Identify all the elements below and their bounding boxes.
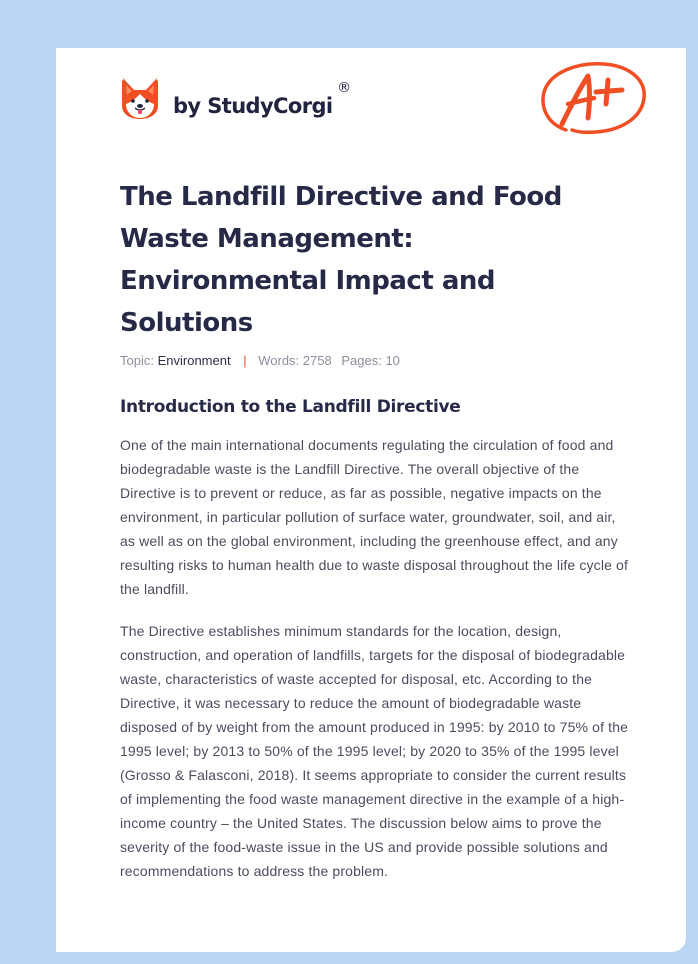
words-count: 2758 bbox=[302, 353, 332, 368]
pages-label: Pages: bbox=[341, 353, 382, 368]
corgi-icon bbox=[120, 76, 160, 120]
document-title: The Landfill Directive and Food Waste Management: Environmental Impact and Solutions bbox=[120, 182, 562, 338]
registered-mark: ® bbox=[337, 80, 351, 96]
brand-name: by StudyCorgi ® bbox=[173, 80, 351, 118]
document-card bbox=[56, 48, 686, 952]
words-label: Words: bbox=[258, 353, 300, 368]
paragraph: The Directive establishes minimum standards for the location, design, construction, and operation of landfills, targets for the disposal of biodegradable waste, characteristics of waste accepted for disposal, etc. According to the Directive, it was necessary to reduce the amount of biodegradable waste disposed of by weight from the amount produced in 1995: by 2010 to 75% of the 1995 level; by 2013 to 50% of the 1995 level; by 2020 to 35% of the 1995 level (Grosso & Falasconi, 2018). It seems appropriate to consider the current results of implementing the food waste management directive in the example of a high-income country – the United States. The discussion below aims to prove the severity of the food-waste issue in the US and provide possible solutions and recommendations to address the problem. bbox=[120, 623, 629, 879]
section-heading: Introduction to the Landfill Directive bbox=[120, 397, 461, 417]
studycorgi-logo[interactable] bbox=[120, 76, 351, 120]
meta-separator: | bbox=[243, 353, 247, 368]
a-plus-grade-icon bbox=[538, 58, 650, 140]
paragraph: One of the main international documents regulating the circulation of food and biodegradable waste is the Landfill Directive. The overall objective of the Directive is to prevent or reduce, as far as possible, negative impacts on the environment, in particular pollution of surface water, groundwater, soil, and air, as well as on the global environment, including the greenhouse effect, and any resulting risks to human health due to waste disposal throughout the life cycle of the landfill. bbox=[120, 437, 629, 597]
topic-link[interactable]: Environment bbox=[157, 353, 231, 368]
pages-count: 10 bbox=[385, 353, 400, 368]
document-meta bbox=[120, 353, 400, 368]
topic-label: Topic: bbox=[120, 353, 154, 368]
